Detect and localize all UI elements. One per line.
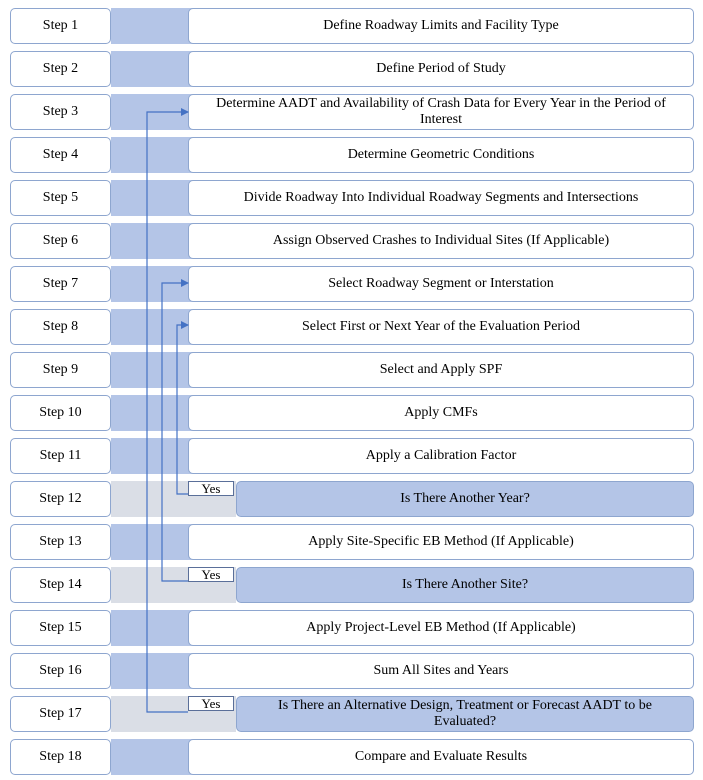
step-label: Step 18 — [10, 739, 111, 775]
step-label: Step 6 — [10, 223, 111, 259]
step-label: Step 9 — [10, 352, 111, 388]
step-label: Step 16 — [10, 653, 111, 689]
loop-arrow-year — [177, 325, 188, 494]
yes-label: Yes — [188, 481, 234, 496]
step-label: Step 8 — [10, 309, 111, 345]
loop-arrow-alternative — [147, 112, 188, 712]
loop-arrow-site — [162, 283, 188, 581]
step-label: Step 2 — [10, 51, 111, 87]
decision-content: Is There Another Site? — [236, 567, 694, 603]
step-content: Select Roadway Segment or Interstation — [188, 266, 694, 302]
step-label: Step 13 — [10, 524, 111, 560]
step-label: Step 4 — [10, 137, 111, 173]
yes-label: Yes — [188, 567, 234, 582]
step-content: Apply CMFs — [188, 395, 694, 431]
step-label: Step 10 — [10, 395, 111, 431]
step-label: Step 12 — [10, 481, 111, 517]
step-label: Step 17 — [10, 696, 111, 732]
step-content: Assign Observed Crashes to Individual Sites (If Applicable) — [188, 223, 694, 259]
step-label: Step 1 — [10, 8, 111, 44]
step-label: Step 14 — [10, 567, 111, 603]
yes-label: Yes — [188, 696, 234, 711]
step-content: Apply a Calibration Factor — [188, 438, 694, 474]
step-content: Determine AADT and Availability of Crash Data for Every Year in the Period of Interest — [188, 94, 694, 130]
step-content: Select First or Next Year of the Evaluation Period — [188, 309, 694, 345]
step-label: Step 15 — [10, 610, 111, 646]
step-label: Step 3 — [10, 94, 111, 130]
step-content: Define Roadway Limits and Facility Type — [188, 8, 694, 44]
step-content: Determine Geometric Conditions — [188, 137, 694, 173]
decision-content: Is There an Alternative Design, Treatment or Forecast AADT to be Evaluated? — [236, 696, 694, 732]
step-content: Define Period of Study — [188, 51, 694, 87]
step-label: Step 11 — [10, 438, 111, 474]
step-content: Compare and Evaluate Results — [188, 739, 694, 775]
step-content: Apply Project-Level EB Method (If Applicable) — [188, 610, 694, 646]
step-content: Sum All Sites and Years — [188, 653, 694, 689]
step-label: Step 5 — [10, 180, 111, 216]
step-content: Select and Apply SPF — [188, 352, 694, 388]
step-label: Step 7 — [10, 266, 111, 302]
step-content: Apply Site-Specific EB Method (If Applicable) — [188, 524, 694, 560]
decision-content: Is There Another Year? — [236, 481, 694, 517]
step-content: Divide Roadway Into Individual Roadway Segments and Intersections — [188, 180, 694, 216]
